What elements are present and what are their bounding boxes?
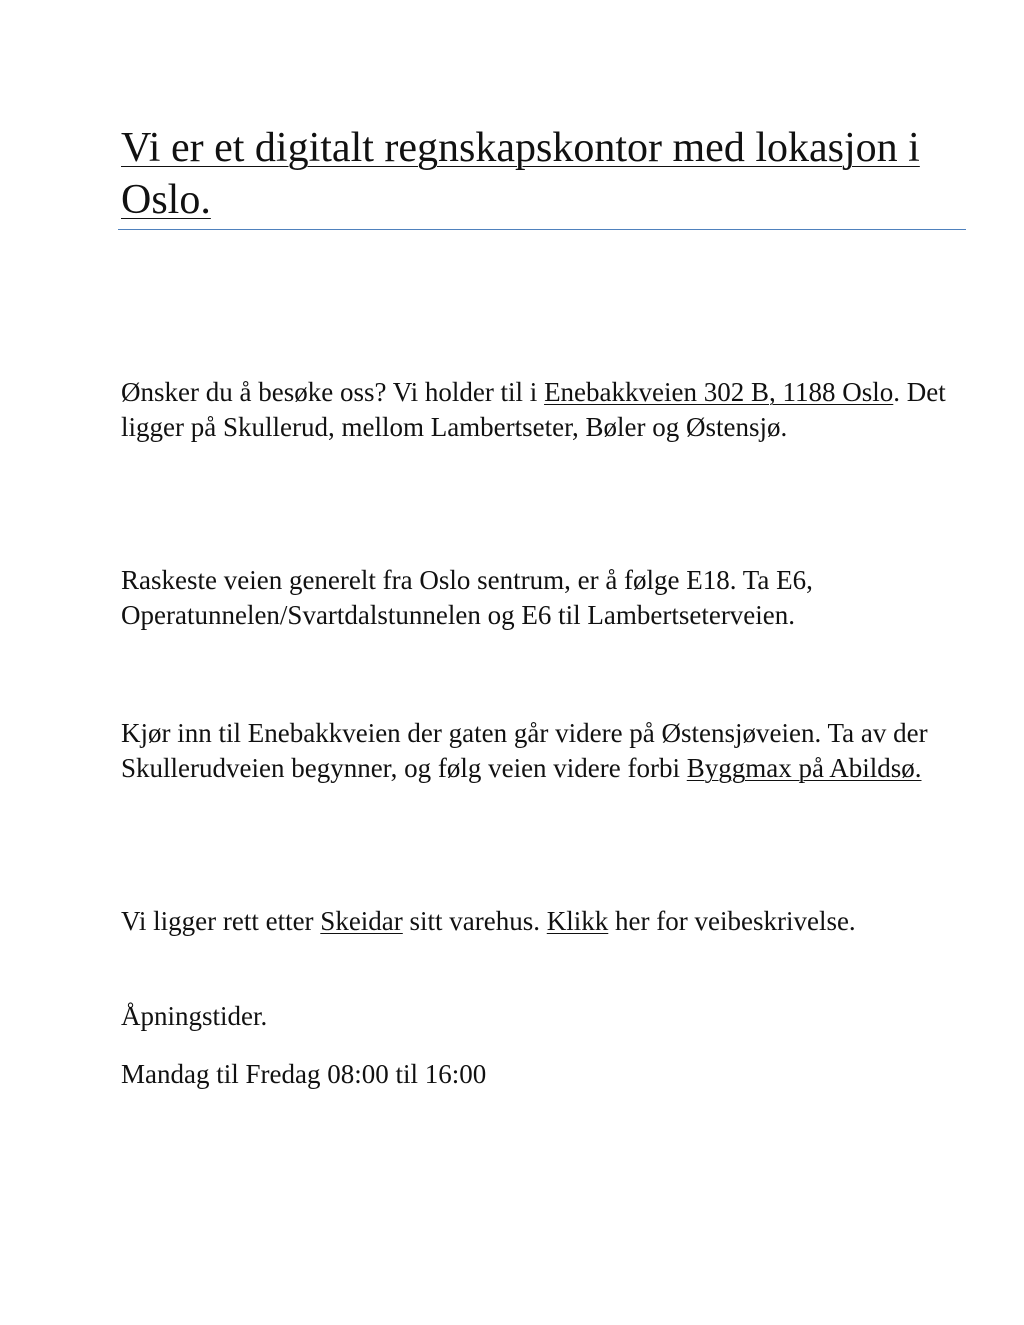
location-text-before: Vi ligger rett etter: [121, 906, 321, 936]
visit-paragraph: [121, 375, 971, 445]
byggmax-link[interactable]: Byggmax på Abildsø.: [686, 753, 922, 783]
skeidar-link[interactable]: Skeidar: [320, 906, 403, 936]
location-paragraph: [121, 904, 971, 939]
directions-paragraph: [121, 716, 971, 786]
klikk-link[interactable]: Klikk: [546, 906, 609, 936]
directions-text: Kjør inn til Enebakkveien der gaten går videre på Østensjøveien. Ta av der Skullerudveien begynner, og følg veien videre forbi: [121, 718, 928, 783]
location-text-after: her for veibeskrivelse.: [608, 906, 856, 936]
visit-text-before: Ønsker du å besøke oss? Vi holder til i: [121, 377, 545, 407]
opening-hours-weekdays: Mandag til Fredag 08:00 til 16:00: [121, 1059, 487, 1089]
address-link[interactable]: Enebakkveien 302 B, 1188 Oslo: [544, 377, 894, 407]
opening-hours-heading: Åpningstider.: [121, 1001, 268, 1031]
visit-text-after: . Det ligger på Skullerud, mellom Lambertseter, Bøler og Østensjø.: [121, 377, 946, 442]
location-text-middle: sitt varehus.: [402, 906, 547, 936]
route-paragraph: Raskeste veien generelt fra Oslo sentrum, er å følge E18. Ta E6, Operatunnelen/Svartdalstunnelen og E6 til Lambertseterveien.: [121, 565, 813, 630]
title-divider: [118, 229, 966, 230]
page-title: Vi er et digitalt regnskapskontor med lokasjon i Oslo.: [121, 125, 920, 223]
